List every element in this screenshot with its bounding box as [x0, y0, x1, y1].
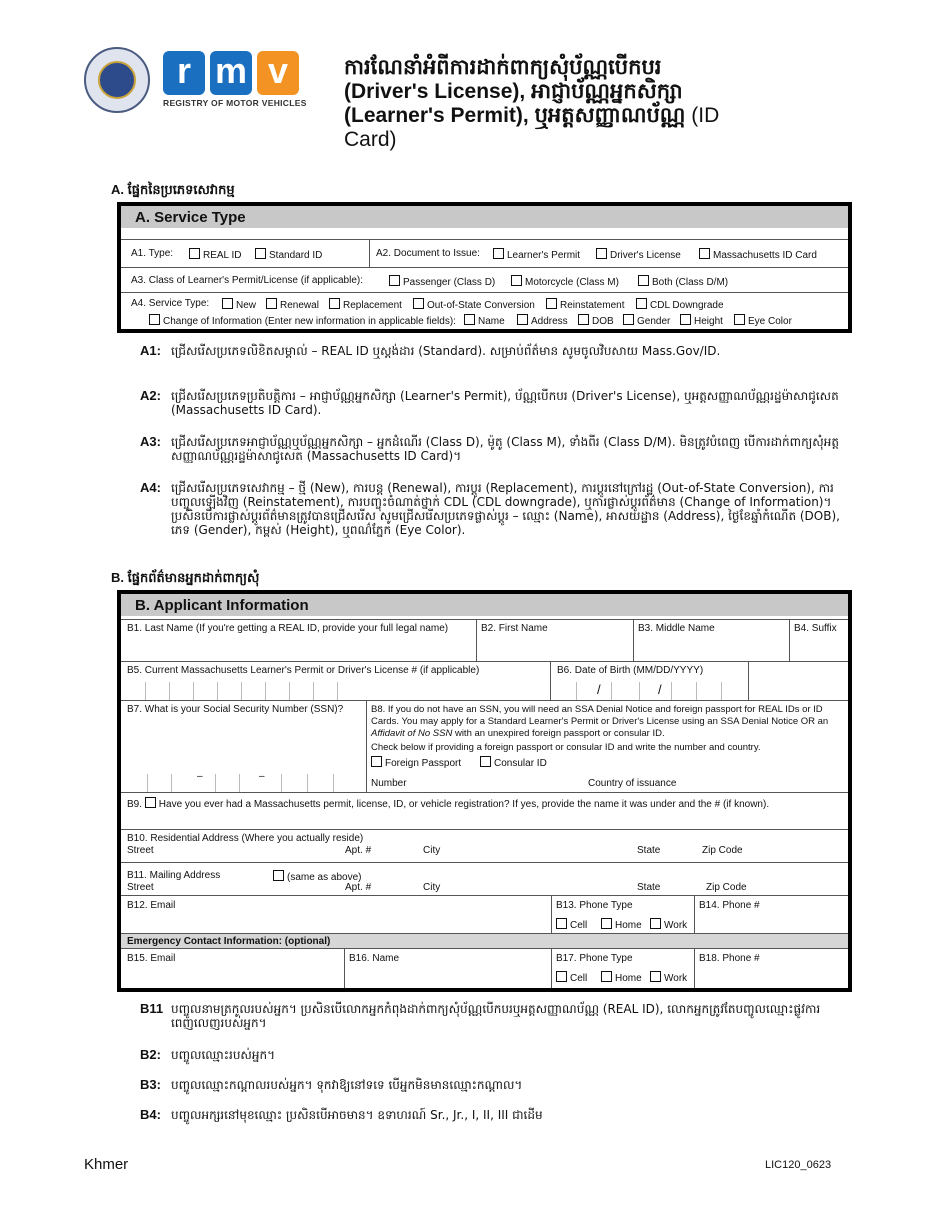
- b1-label: B1. Last Name (If you're getting a REAL ID, provide your full legal name): [127, 623, 449, 634]
- title-line2-km: អាជ្ញាប័ណ្ណអ្នកសិក្សា: [531, 80, 683, 103]
- title-line4: Card): [344, 128, 397, 151]
- b17-label: B17. Phone Type: [556, 953, 633, 964]
- email-field[interactable]: [121, 896, 551, 933]
- a2-option-label: Driver's License: [610, 250, 681, 261]
- footer-form-code: LIC120_0623: [765, 1159, 832, 1171]
- checkbox[interactable]: [273, 870, 284, 881]
- checkbox[interactable]: [546, 298, 557, 309]
- ssn-row: [121, 700, 848, 792]
- b8-text: [371, 704, 839, 740]
- phone-option-cell[interactable]: [556, 971, 587, 984]
- instruction-a3: [140, 435, 855, 463]
- a1-option-real-id[interactable]: [189, 248, 242, 261]
- checkbox[interactable]: [517, 314, 528, 325]
- checkbox[interactable]: [623, 314, 634, 325]
- last-name-field[interactable]: [121, 620, 476, 661]
- b8-text-tail: with an unexpired foreign passport or consular ID.: [454, 728, 665, 739]
- title-line2-en: (Driver's License),: [344, 80, 526, 103]
- instruction-a4: [140, 481, 855, 537]
- b8-option-label: Consular ID: [494, 758, 547, 769]
- ssn-field[interactable]: [121, 701, 366, 792]
- b9-text: Have you ever had a Massachusetts permit, license, ID, or vehicle registration? If yes, provide the name it was under and the # (if known).: [158, 799, 770, 810]
- phone-option-cell[interactable]: [556, 918, 587, 931]
- b15-label: B15. Email: [127, 953, 176, 964]
- b10-label: B10. Residential Address (Where you actually reside): [127, 833, 364, 844]
- no-ssn-cell: [366, 701, 848, 792]
- street-label: Street: [127, 845, 154, 856]
- b8-country-label: Country of issuance: [588, 778, 677, 789]
- phone-option-work[interactable]: [650, 971, 687, 984]
- checkbox[interactable]: [189, 248, 200, 259]
- a4-change-option-label: DOB: [592, 316, 614, 327]
- instruction-b3: [140, 1078, 855, 1092]
- checkbox[interactable]: [413, 298, 424, 309]
- applicant-info-title: B. Applicant Information: [121, 594, 848, 616]
- b8-number-label: Number: [371, 778, 407, 789]
- instruction-b4: [140, 1108, 855, 1122]
- checkbox[interactable]: [636, 298, 647, 309]
- a4-option-renewal[interactable]: [266, 298, 319, 311]
- b3-label: B3. Middle Name: [638, 623, 715, 634]
- instruction-text: ជ្រើសរើសប្រភេទលិខិតសម្គាល់ – REAL ID ឬស្តង់ដារ (Standard). សម្រាប់ព័ត៌មាន សូមចូលវិបសាយ Mass.Gov/ID.: [171, 344, 721, 358]
- footer-language: Khmer: [84, 1156, 129, 1173]
- a1-option-label: Standard ID: [269, 250, 323, 261]
- a4-change-option-label: Eye Color: [748, 316, 792, 327]
- a4-label: A4. Service Type:: [131, 298, 210, 309]
- phone-option-label: Home: [615, 920, 642, 931]
- instruction-label: B11: [140, 1001, 164, 1016]
- checkbox[interactable]: [145, 797, 156, 808]
- a2-cell: [369, 240, 848, 267]
- residential-address-row[interactable]: [121, 829, 848, 862]
- instruction-label: A4:: [140, 480, 161, 495]
- b18-label: B18. Phone #: [699, 953, 760, 964]
- instruction-text: បញ្ចូលអក្សរនៅមុខឈ្មោះ ប្រសិនបើអាចមាន។ ឧទាហរណ៍ Sr., Jr., I, II, III ជាដើម: [171, 1108, 543, 1122]
- contact-row: [121, 895, 848, 933]
- b4-label: B4. Suffix: [794, 623, 837, 634]
- instruction-label: A1:: [140, 343, 161, 358]
- phone-option-label: Work: [664, 920, 688, 931]
- checkbox[interactable]: [578, 314, 589, 325]
- instruction-text: បញ្ចូលនាមត្រកូលរបស់អ្នក។ ប្រសិនបើលោកអ្នកកំពុងដាក់ពាក្យសុំប័ណ្ណបើកបរឬអត្តសញ្ញាណប័ណ្ណ (REAL ID), លោកអ្នកត្រូវតែបញ្ចូលឈ្មោះផ្លូវការពេញលេញរបស់អ្នក។: [171, 1002, 821, 1030]
- apt-label: Apt. #: [345, 882, 372, 893]
- a3-option-label: Passenger (Class D): [403, 277, 496, 288]
- a2-option-ma-id-card[interactable]: [699, 248, 817, 261]
- emergency-phone-type-field: [551, 949, 694, 988]
- b8-affidavit: Affidavit of No SSN: [371, 728, 453, 739]
- rmv-subtitle: REGISTRY OF MOTOR VEHICLES: [163, 98, 307, 108]
- consular-id-option[interactable]: [480, 756, 547, 769]
- same-as-above-label: (same as above): [287, 872, 362, 883]
- a3-option-label: Both (Class D/M): [652, 277, 729, 288]
- a4-option-reinstatement[interactable]: [546, 298, 624, 311]
- phone-option-label: Home: [615, 973, 642, 984]
- b8-check-text: Check below if providing a foreign passport or consular ID and write the number and country.: [371, 742, 761, 753]
- ssn-dash: –: [197, 771, 203, 782]
- a4-change-label: Change of Information (Enter new information in applicable fields):: [163, 316, 456, 327]
- service-type-title: A. Service Type: [121, 206, 848, 228]
- checkbox[interactable]: [493, 248, 504, 259]
- checkbox[interactable]: [699, 248, 710, 259]
- title-line3-en: (Learner's Permit),: [344, 104, 529, 127]
- instruction-a1: [140, 344, 855, 358]
- instruction-a2: [140, 389, 855, 417]
- checkbox[interactable]: [556, 971, 567, 982]
- section-b-letter: B.: [111, 570, 124, 585]
- phone-option-label: Cell: [570, 920, 588, 931]
- service-type-box: [117, 202, 852, 333]
- a4-change-name[interactable]: [464, 314, 505, 327]
- street-label: Street: [127, 882, 154, 893]
- mailing-address-row[interactable]: [121, 862, 848, 895]
- a4-option-label: CDL Downgrade: [650, 300, 724, 311]
- phone-option-label: Work: [664, 973, 688, 984]
- foreign-passport-option[interactable]: [371, 756, 461, 769]
- license-number-field[interactable]: [121, 662, 550, 700]
- applicant-info-box: [117, 590, 852, 992]
- checkbox[interactable]: [222, 298, 233, 309]
- a4-change-option-label: Height: [694, 316, 723, 327]
- checkbox[interactable]: [734, 314, 745, 325]
- a4-option-cdl-downgrade[interactable]: [636, 298, 724, 311]
- rmv-logo: [163, 51, 299, 97]
- checkbox[interactable]: [650, 971, 661, 982]
- suffix-field[interactable]: [789, 620, 848, 661]
- a1-a2-row: [121, 239, 848, 267]
- checkbox[interactable]: [389, 275, 400, 286]
- checkbox[interactable]: [638, 275, 649, 286]
- state-label: State: [637, 845, 661, 856]
- a4-change-option-label: Address: [531, 316, 568, 327]
- instruction-label: A3:: [140, 434, 161, 449]
- a4-option-label: Out-of-State Conversion: [427, 300, 535, 311]
- emergency-label: Emergency Contact Information: (optional): [127, 936, 331, 947]
- instruction-b1: [140, 1002, 855, 1030]
- a4-option-change-info[interactable]: [149, 314, 456, 327]
- a3-option-both[interactable]: [638, 275, 728, 288]
- title-line3-tail: (ID: [691, 104, 720, 127]
- b8-text-main: B8. If you do not have an SSN, you will need an SSA Denial Notice and foreign passport for REAL IDs or ID Cards. You may apply for a Standard Learner's Permit or Driver's License using an SSA Denial Notice OR an: [371, 704, 829, 727]
- a3-option-label: Motorcycle (Class M): [525, 277, 619, 288]
- b9-row: [121, 792, 848, 829]
- section-b-khmer: ផ្នែកព័ត៌មានអ្នកដាក់ពាក្យសុំ: [127, 570, 260, 585]
- a4-change-option-label: Gender: [637, 316, 671, 327]
- license-dob-row: [121, 661, 848, 700]
- checkbox[interactable]: [464, 314, 475, 325]
- page-title: [344, 56, 814, 152]
- instruction-label: B3:: [140, 1077, 161, 1092]
- a4-change-eye-color[interactable]: [734, 314, 792, 327]
- a4-option-label: Renewal: [280, 300, 319, 311]
- instruction-text: ជ្រើសរើសប្រភេទអាជ្ញាប័ណ្ណឬប័ណ្ណអ្នកសិក្សា – អ្នកដំណើរ (Class D), ម៉ូតូ (Class M), ទាំងពីរ (Class D/M). មិនត្រូវបំពេញ បើការដាក់ពាក្យសុំអត្តសញ្ញាណប័ណ្ណរដ្ឋម៉ាសាជូសេត (Massachusetts ID Card)។: [171, 435, 839, 463]
- checkbox[interactable]: [556, 918, 567, 929]
- first-name-field[interactable]: [476, 620, 633, 661]
- dob-separator: /: [597, 682, 601, 697]
- a4-option-replacement[interactable]: [329, 298, 402, 311]
- phone-option-work[interactable]: [650, 918, 687, 931]
- emergency-row: [121, 949, 848, 988]
- checkbox[interactable]: [371, 756, 382, 767]
- dob-field[interactable]: [550, 662, 748, 700]
- zip-label: Zip Code: [706, 882, 747, 893]
- instruction-label: A2:: [140, 388, 161, 403]
- emergency-header: [121, 933, 848, 949]
- section-a-heading: [111, 182, 235, 201]
- a3-option-passenger[interactable]: [389, 275, 495, 288]
- a4-change-dob[interactable]: [578, 314, 614, 327]
- b6-label: B6. Date of Birth (MM/DD/YYYY): [557, 665, 704, 676]
- city-label: City: [423, 845, 441, 856]
- title-line3-km: ឬអត្តសញ្ញាណប័ណ្ណ: [534, 104, 686, 127]
- section-b-heading: [111, 570, 259, 589]
- phone-type-field: [551, 896, 694, 933]
- state-label: State: [637, 882, 661, 893]
- instruction-label: B4:: [140, 1107, 161, 1122]
- phone-option-label: Cell: [570, 973, 588, 984]
- dob-separator: /: [658, 682, 662, 697]
- instruction-label: B2:: [140, 1047, 161, 1062]
- section-a-khmer: ផ្នែកនៃប្រភេទសេវាកម្ម: [127, 182, 235, 197]
- b8-option-label: Foreign Passport: [385, 758, 462, 769]
- a4-option-out-of-state[interactable]: [413, 298, 535, 311]
- name-row: [121, 619, 848, 661]
- checkbox[interactable]: [149, 314, 160, 325]
- a1-cell: [121, 240, 369, 267]
- emergency-name-field[interactable]: [344, 949, 551, 988]
- b16-label: B16. Name: [349, 953, 400, 964]
- a4-change-address[interactable]: [517, 314, 568, 327]
- b7-label: B7. What is your Social Security Number (SSN)?: [127, 704, 344, 715]
- checkbox[interactable]: [266, 298, 277, 309]
- a4-change-option-label: Name: [478, 316, 505, 327]
- checkbox[interactable]: [596, 248, 607, 259]
- b12-label: B12. Email: [127, 900, 176, 911]
- a2-label: A2. Document to Issue:: [376, 248, 480, 259]
- title-khmer: ការណែនាំអំពីការដាក់ពាក្យសុំប័ណ្ណបើកបរ: [344, 56, 662, 79]
- a2-option-drivers-license[interactable]: [596, 248, 681, 261]
- a4-row: [121, 292, 848, 329]
- a4-change-height[interactable]: [680, 314, 723, 327]
- instruction-text: បញ្ចូលឈ្មោះរបស់អ្នក។: [171, 1048, 276, 1062]
- a3-row: [121, 267, 848, 292]
- checkbox[interactable]: [680, 314, 691, 325]
- rmv-logo-letter: v: [257, 51, 299, 95]
- emergency-email-field[interactable]: [121, 949, 344, 988]
- checkbox[interactable]: [601, 971, 612, 982]
- b5-label: B5. Current Massachusetts Learner's Permit or Driver's License # (if applicable): [127, 665, 480, 676]
- b13-label: B13. Phone Type: [556, 900, 633, 911]
- b2-label: B2. First Name: [481, 623, 548, 634]
- instruction-text: ជ្រើសរើសប្រភេទសេវាកម្ម – ថ្មី (New), ការបន្ត (Renewal), ការប្តូរ (Replacement), ការប្តូរនៅក្រៅរដ្ឋ (Out-of-State Conversion), ការបញ្ចូលឡើងវិញ (Reinstatement), ការបញ្ចុះចំណាត់ថ្នាក់ CDL (CDL downgrade), ឬការផ្លាស់ប្តូរព័ត៌មាន (Change of Information)។ ប្រសិនបើការផ្លាស់ប្តូរព័ត៌មានត្រូវបានជ្រើសរើស សូមជ្រើសរើសប្រភេទផ្លាស់ប្តូរ – ឈ្មោះ (Name), អាសយដ្ឋាន (Address), ថ្ងៃខែឆ្នាំកំណើត (DOB), ភេទ (Gender), កម្ពស់ (Height), ឬពណ៌ភ្នែក (Eye Color).: [171, 481, 840, 537]
- apt-label: Apt. #: [345, 845, 372, 856]
- checkbox[interactable]: [511, 275, 522, 286]
- a4-change-gender[interactable]: [623, 314, 670, 327]
- instruction-text: បញ្ចូលឈ្មោះកណ្តាលរបស់អ្នក។ ទុកវាឱ្យនៅទទេ បើអ្នកមិនមានឈ្មោះកណ្តាល។: [171, 1078, 523, 1092]
- instruction-text: ជ្រើសរើសប្រភេទប្រតិបត្តិការ – អាជ្ញាប័ណ្ណអ្នកសិក្សា (Learner's Permit), ប័ណ្ណបើកបរ (Driver's License), ឬអត្តសញ្ញាណប័ណ្ណរដ្ឋម៉ាសាជូសេត (Massachusetts ID Card).: [171, 389, 839, 417]
- a1-label: A1. Type:: [131, 248, 174, 259]
- a1-option-standard-id[interactable]: [255, 248, 322, 261]
- rmv-logo-letter: m: [210, 51, 252, 95]
- middle-name-field[interactable]: [633, 620, 789, 661]
- checkbox[interactable]: [255, 248, 266, 259]
- phone-option-home[interactable]: [601, 918, 642, 931]
- city-label: City: [423, 882, 441, 893]
- b9-question[interactable]: [127, 797, 769, 810]
- rmv-logo-letter: r: [163, 51, 205, 95]
- checkbox[interactable]: [650, 918, 661, 929]
- a3-option-motorcycle[interactable]: [511, 275, 619, 288]
- instruction-b2: [140, 1048, 855, 1062]
- dob-extra-cell: [748, 662, 848, 700]
- checkbox[interactable]: [480, 756, 491, 767]
- a4-option-new[interactable]: [222, 298, 256, 311]
- checkbox[interactable]: [329, 298, 340, 309]
- emergency-phone-number-field[interactable]: [694, 949, 848, 988]
- a2-option-label: Massachusetts ID Card: [713, 250, 817, 261]
- a3-label: A3. Class of Learner's Permit/License (if applicable):: [131, 275, 364, 286]
- phone-number-field[interactable]: [694, 896, 848, 933]
- massachusetts-seal-logo: [84, 47, 150, 113]
- a4-option-label: Reinstatement: [560, 300, 625, 311]
- checkbox[interactable]: [601, 918, 612, 929]
- a2-option-label: Learner's Permit: [507, 250, 581, 261]
- phone-option-home[interactable]: [601, 971, 642, 984]
- a4-option-label: New: [236, 300, 257, 311]
- a1-option-label: REAL ID: [203, 250, 242, 261]
- ssn-dash: –: [259, 771, 265, 782]
- b9-label: B9.: [127, 799, 143, 810]
- a2-option-learners-permit[interactable]: [493, 248, 580, 261]
- b14-label: B14. Phone #: [699, 900, 760, 911]
- a4-option-label: Replacement: [343, 300, 402, 311]
- zip-label: Zip Code: [702, 845, 743, 856]
- b11-label: B11. Mailing Address: [127, 870, 221, 881]
- section-a-letter: A.: [111, 182, 124, 197]
